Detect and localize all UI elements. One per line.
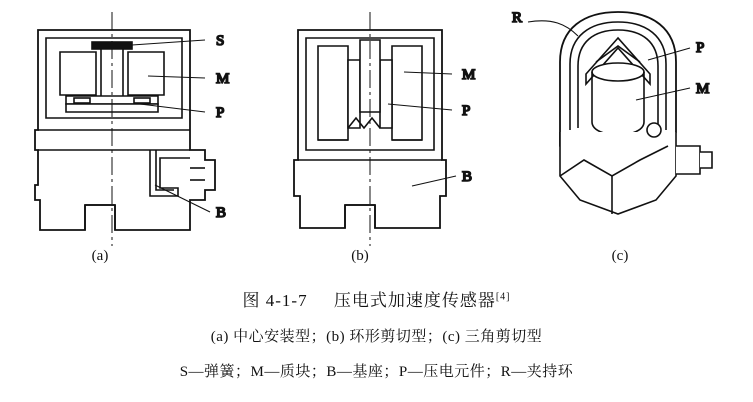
- callout-a-P: P: [216, 105, 225, 121]
- figure-reference-superscript: [4]: [495, 291, 511, 303]
- subfigure-label-c: (c): [611, 248, 629, 264]
- callout-b-M: M: [462, 67, 476, 83]
- callout-b-B: B: [462, 169, 473, 185]
- caption-legend-line: S—弹簧；M—质块；B—基座；P—压电元件；R—夹持环: [179, 364, 574, 380]
- figure-title: 压电式加速度传感器: [333, 291, 496, 310]
- callout-c-M: M: [696, 81, 710, 97]
- callout-c-R: R: [512, 10, 523, 26]
- subfigure-c-drawing: [560, 12, 712, 214]
- callout-c-P: P: [696, 40, 705, 56]
- figure-caption-block: [0, 286, 753, 381]
- caption-title-line: [0, 286, 753, 311]
- subfigure-label-b: (b): [351, 248, 369, 264]
- subfigure-label-a: (a): [91, 248, 109, 264]
- subfigure-a-drawing: [35, 12, 215, 246]
- caption-variants-line: (a) 中心安装型；(b) 环形剪切型；(c) 三角剪切型: [210, 329, 543, 345]
- callout-b-P: P: [462, 103, 471, 119]
- figure-number: 图 4-1-7: [242, 291, 308, 310]
- subfigure-b-drawing: [294, 12, 446, 246]
- callout-a-S: S: [216, 33, 225, 49]
- callout-a-B: B: [216, 205, 227, 221]
- callout-a-M: M: [216, 71, 230, 87]
